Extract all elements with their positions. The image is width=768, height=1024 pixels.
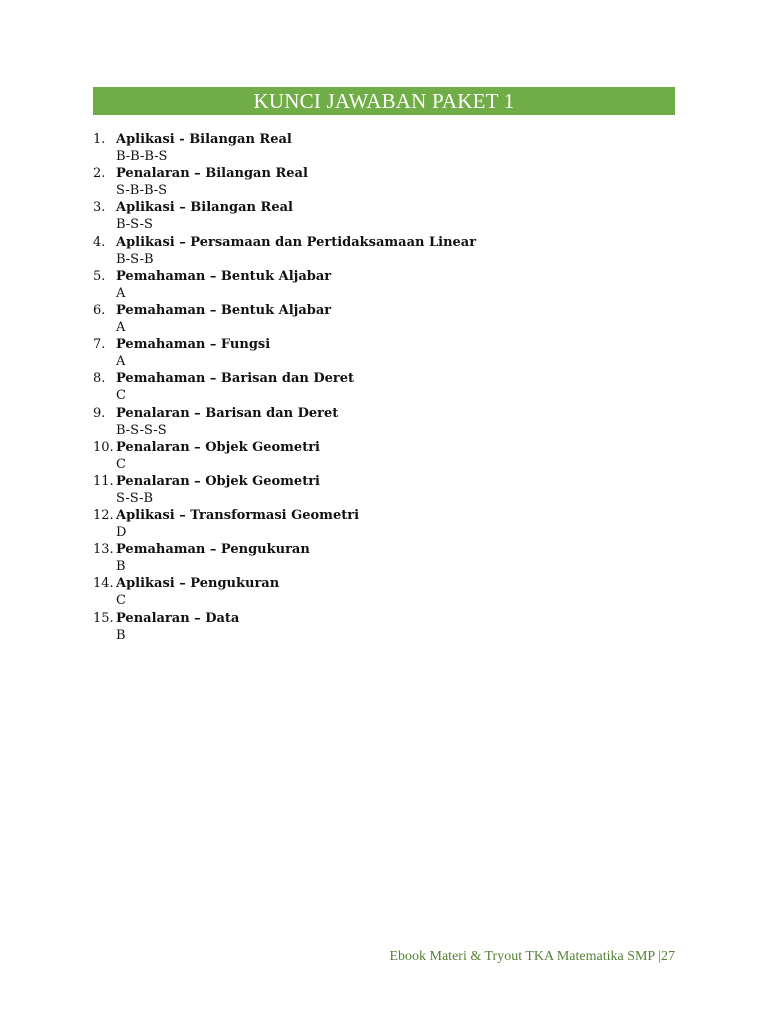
item-topic: Pemahaman – Fungsi [116, 337, 271, 353]
answer-key-list [93, 131, 675, 644]
item-topic: Pemahaman – Barisan dan Deret [116, 371, 355, 387]
list-item [93, 473, 675, 507]
item-answer: B-S-B [116, 251, 154, 267]
item-answer: A [116, 354, 126, 370]
list-item [93, 575, 675, 609]
list-item [93, 405, 675, 439]
item-topic: Pemahaman – Pengukuran [116, 542, 310, 558]
item-number: 5. [93, 268, 106, 284]
item-answer: C [116, 388, 126, 404]
item-number: 9. [93, 405, 106, 421]
list-item [93, 165, 675, 199]
item-number: 14. [93, 576, 114, 592]
item-number: 6. [93, 302, 106, 318]
list-item [93, 439, 675, 473]
item-number: 7. [93, 337, 106, 353]
item-answer: C [116, 456, 126, 472]
item-number: 12. [93, 508, 114, 524]
list-item [93, 370, 675, 404]
list-item [93, 610, 675, 644]
item-topic: Aplikasi – Persamaan dan Pertidaksamaan Linear [116, 234, 477, 250]
item-topic: Aplikasi – Transformasi Geometri [116, 508, 360, 524]
list-item [93, 268, 675, 302]
item-number: 1. [93, 132, 106, 147]
list-item [93, 234, 675, 268]
item-answer: B-S-S-S [116, 422, 167, 438]
item-topic: Penalaran – Data [116, 610, 240, 626]
item-answer: D [116, 525, 127, 541]
item-topic: Penalaran – Barisan dan Deret [116, 405, 339, 421]
item-topic: Pemahaman – Bentuk Aljabar [116, 268, 332, 284]
item-answer: B [116, 559, 126, 575]
item-answer: S-S-B [116, 490, 154, 506]
item-number: 11. [93, 473, 114, 489]
item-topic: Aplikasi – Pengukuran [116, 576, 280, 592]
item-topic: Pemahaman – Bentuk Aljabar [116, 302, 332, 318]
item-answer: A [116, 285, 126, 301]
list-item [93, 199, 675, 233]
item-answer: B-B-B-S [116, 149, 168, 164]
item-answer: C [116, 593, 126, 609]
item-number: 13. [93, 542, 114, 558]
item-topic: Aplikasi – Bilangan Real [116, 200, 293, 216]
list-item [93, 507, 675, 541]
item-topic: Aplikasi - Bilangan Real [116, 132, 292, 147]
page-title: KUNCI JAWABAN PAKET 1 [93, 87, 675, 115]
item-number: 15. [93, 610, 114, 626]
item-answer: B [116, 627, 126, 643]
item-number: 8. [93, 371, 106, 387]
item-number: 4. [93, 234, 106, 250]
list-item [93, 336, 675, 370]
item-number: 2. [93, 166, 106, 182]
list-item [93, 131, 675, 165]
item-number: 10. [93, 439, 114, 455]
list-item [93, 541, 675, 575]
item-answer: B-S-S [116, 217, 153, 233]
item-topic: Penalaran – Objek Geometri [116, 473, 320, 489]
page-footer: Ebook Materi & Tryout TKA Matematika SMP |27 [389, 949, 675, 964]
item-topic: Penalaran – Bilangan Real [116, 166, 308, 182]
item-number: 3. [93, 200, 106, 216]
item-topic: Penalaran – Objek Geometri [116, 439, 320, 455]
item-answer: S-B-B-S [116, 183, 168, 199]
list-item [93, 302, 675, 336]
item-answer: A [116, 319, 126, 335]
